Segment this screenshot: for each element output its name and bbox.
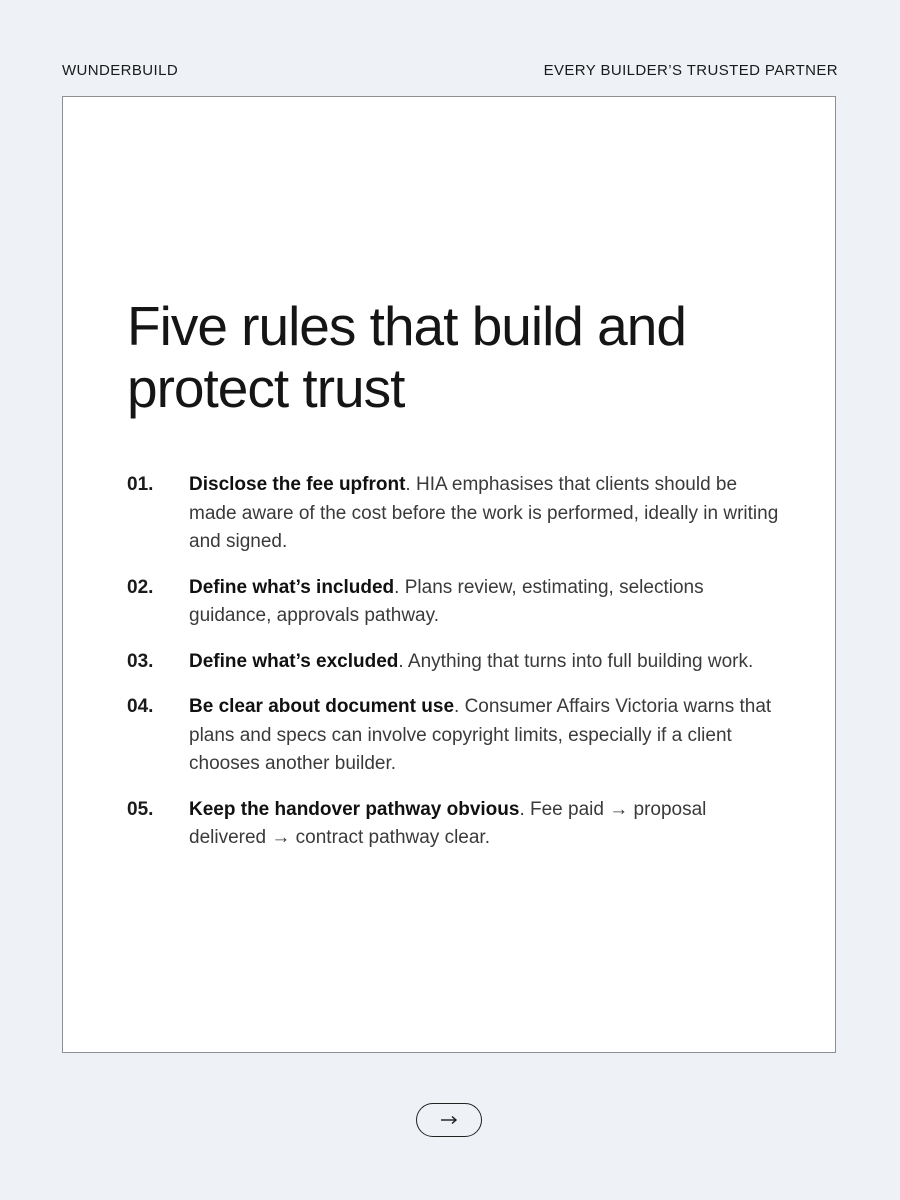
- rule-number: 04.: [127, 696, 154, 717]
- top-bar: [62, 59, 838, 81]
- brand-name: WUNDERBUILD: [62, 61, 179, 79]
- rule-item-04: [127, 693, 787, 779]
- rule-item-03: [127, 648, 787, 677]
- rule-heading: Disclose the fee upfront: [189, 474, 406, 495]
- brand-tagline: EVERY BUILDER’S TRUSTED PARTNER: [543, 61, 838, 79]
- rule-item-01: [127, 471, 787, 557]
- rule-item-02: [127, 574, 787, 631]
- rule-text: . Fee paid → proposal delivered → contract pathway clear.: [189, 798, 707, 848]
- rule-number: 02.: [127, 576, 154, 598]
- rule-body: [189, 796, 787, 853]
- rule-heading: Define what’s included: [189, 576, 395, 598]
- content-card: [62, 96, 836, 1053]
- arrow-right-icon: [440, 1115, 458, 1125]
- rule-heading: Define what’s excluded: [189, 650, 399, 672]
- rule-body: [189, 693, 787, 779]
- rule-heading: Keep the handover pathway obvious: [189, 798, 520, 820]
- rule-heading: Be clear about document use: [189, 696, 455, 717]
- page-title: Five rules that build and protect trust: [127, 295, 686, 419]
- rule-number: 03.: [127, 650, 154, 672]
- rule-number: 01.: [127, 474, 154, 495]
- rule-text: . HIA emphasises that clients should be made aware of the cost before the work is performed, ideally in writing and signed.: [189, 474, 779, 552]
- next-button[interactable]: [416, 1103, 482, 1137]
- rule-item-05: [127, 796, 787, 853]
- rule-number: 05.: [127, 798, 154, 820]
- rule-body: [189, 648, 787, 677]
- rule-text: . Plans review, estimating, selections guidance, approvals pathway.: [189, 576, 704, 626]
- rule-text: . Consumer Affairs Victoria warns that plans and specs can involve copyright limits, especially if a client chooses another builder.: [189, 696, 772, 774]
- rule-body: [189, 574, 787, 631]
- rule-body: [189, 471, 787, 557]
- rules-list: [127, 471, 787, 870]
- rule-text: . Anything that turns into full building work.: [398, 650, 754, 672]
